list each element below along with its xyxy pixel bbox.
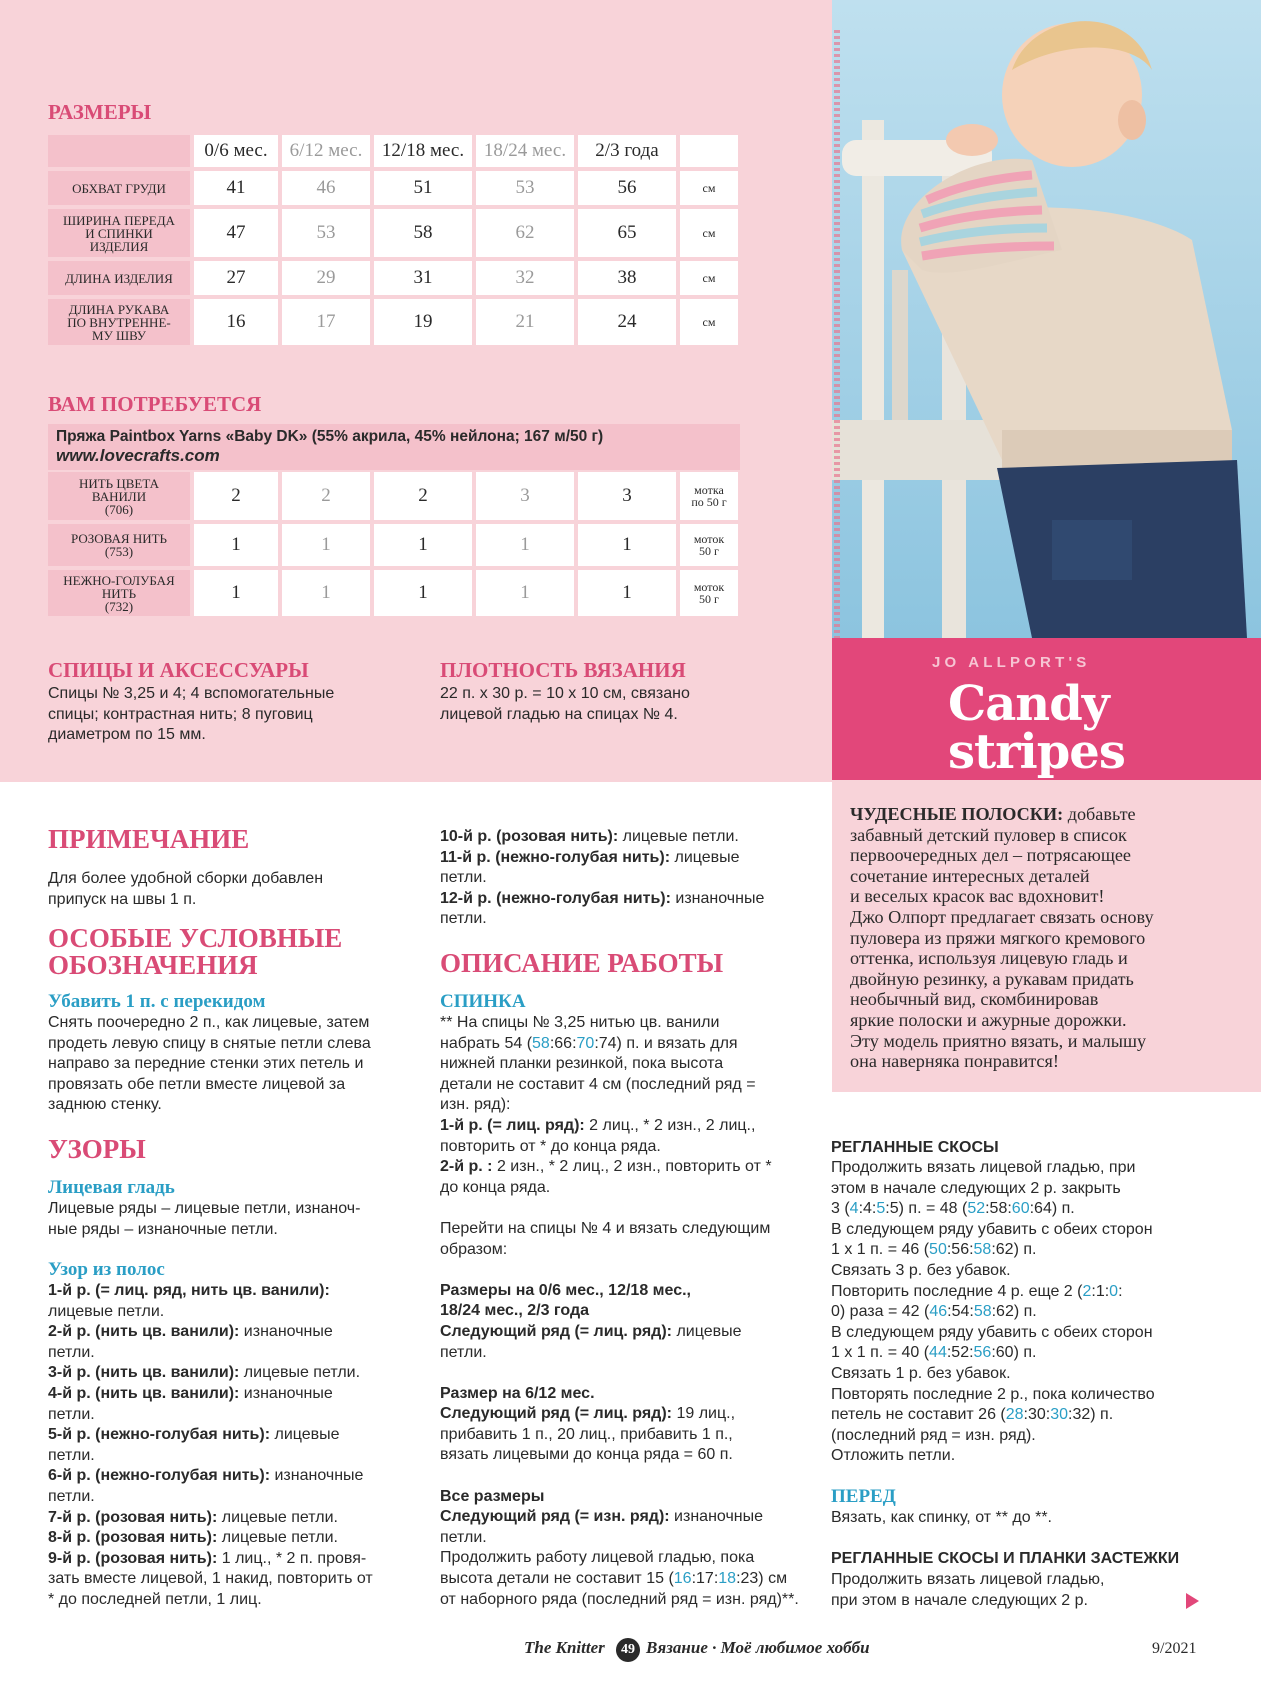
- stripes-continued: 10-й р. (розовая нить): лицевые петли. 11-й р. (нежно-голубая нить): лицевые петли. 12-й р. (нежно-голубая нить): изнаночные петли.: [440, 828, 765, 928]
- table-cell: 1: [578, 570, 676, 616]
- work-heading: ОПИСАНИЕ РАБОТЫ: [440, 948, 724, 978]
- needles-text: Спицы № 3,25 и 4; 4 вспомогательные спицы; контрастная нить; 8 пуговиц диаметром по 15 мм.: [48, 685, 335, 744]
- intro-line: и веселых красок вас вдохновит!: [850, 886, 1105, 907]
- row-label: ДЛИНА РУКАВА ПО ВНУТРЕННЕ- МУ ШВУ: [48, 299, 190, 345]
- intro-text: [832, 780, 1261, 1092]
- table-row: [48, 171, 738, 205]
- row-label: ОБХВАТ ГРУДИ: [48, 171, 190, 205]
- table-cell: 32: [476, 261, 574, 295]
- table-cell: 21: [476, 299, 574, 345]
- size-col-header: 6/12 мес.: [282, 135, 370, 167]
- intro-line: пуловера из пряжи мягкого кремового: [850, 927, 1146, 948]
- sizes-heading: РАЗМЕРЫ: [48, 100, 152, 124]
- table-cell: 1: [374, 570, 472, 616]
- table-cell: 46: [282, 171, 370, 205]
- size-col-header: 0/6 мес.: [194, 135, 278, 167]
- pattern-title-line1: Candy: [948, 676, 1109, 732]
- stripes-subheading: Узор из полос: [48, 1259, 165, 1280]
- note-text: Для более удобной сборки добавлен припуск на швы 1 п.: [48, 870, 324, 908]
- gauge-heading: ПЛОТНОСТЬ ВЯЗАНИЯ: [440, 658, 686, 682]
- raglan-placket-heading: РЕГЛАННЫЕ СКОСЫ И ПЛАНКИ ЗАСТЕЖКИ: [831, 1550, 1180, 1567]
- intro-line: яркие полоски и ажурные дорожки.: [850, 1009, 1127, 1030]
- table-row: [48, 299, 738, 345]
- table-cell: 1: [194, 570, 278, 616]
- table-cell: 56: [578, 171, 676, 205]
- table-row: [48, 472, 738, 520]
- table-cell: 1: [194, 524, 278, 566]
- table-row: [48, 570, 738, 616]
- raglan-heading: РЕГЛАННЫЕ СКОСЫ: [831, 1139, 999, 1156]
- unit-col-header: [680, 135, 738, 167]
- table-cell: 27: [194, 261, 278, 295]
- table-cell: 2: [374, 472, 472, 520]
- row-label: РОЗОВАЯ НИТЬ (753): [48, 524, 190, 566]
- table-cell: 53: [282, 209, 370, 257]
- intro-lead: ЧУДЕСНЫЕ ПОЛОСКИ:: [850, 804, 1064, 824]
- decrease-text: Снять поочередно 2 п., как лицевые, затем продеть левую спицу в снятые петли слева направо за передние стенки этих петель и провязать обе петли вместе лицевой за заднюю стенку.: [48, 1014, 371, 1114]
- issue-number: 9/2021: [1152, 1640, 1197, 1657]
- row-label: ДЛИНА ИЗДЕЛИЯ: [48, 261, 190, 295]
- intro-line: добавьте: [1063, 804, 1136, 824]
- size-col-header: 12/18 мес.: [374, 135, 472, 167]
- unit-cell: мотка по 50 г: [680, 472, 738, 520]
- special-heading: ОСОБЫЕ УСЛОВНЫЕ ОБОЗНАЧЕНИЯ: [48, 923, 343, 980]
- table-cell: 53: [476, 171, 574, 205]
- back-subheading: СПИНКА: [440, 991, 526, 1012]
- yarn-url-link[interactable]: www.lovecrafts.com: [56, 446, 220, 465]
- table-cell: 51: [374, 171, 472, 205]
- yarn-table: [44, 468, 742, 620]
- table-cell: 16: [194, 299, 278, 345]
- stockinette-subheading: Лицевая гладь: [48, 1177, 175, 1198]
- intro-line: Эту модель приятно вязать, и малышу: [850, 1030, 1147, 1051]
- baby-photo: [832, 0, 1261, 638]
- table-cell: 1: [578, 524, 676, 566]
- table-cell: 1: [282, 524, 370, 566]
- table-cell: 2: [194, 472, 278, 520]
- table-cell: 3: [476, 472, 574, 520]
- table-cell: 65: [578, 209, 676, 257]
- yarn-info: Пряжа Paintbox Yarns «Baby DK» (55% акрила, 45% нейлона; 167 м/50 г) www.lovecrafts.com: [48, 424, 740, 470]
- table-cell: 1: [282, 570, 370, 616]
- table-cell: 58: [374, 209, 472, 257]
- magazine-subtitle: Вязание · Моё любимое хобби: [646, 1638, 870, 1657]
- unit-cell: моток 50 г: [680, 570, 738, 616]
- unit-cell: моток 50 г: [680, 524, 738, 566]
- materials-heading: ВАМ ПОТРЕБУЕТСЯ: [48, 392, 262, 416]
- table-cell: 2: [282, 472, 370, 520]
- intro-line: необычный вид, скомбинировав: [850, 989, 1099, 1010]
- unit-cell: см: [680, 209, 738, 257]
- needles-heading: СПИЦЫ И АКСЕССУАРЫ: [48, 658, 309, 682]
- raglan-placket-text: Продолжить вязать лицевой гладью, при этом в начале следующих 2 р.: [831, 1571, 1105, 1609]
- table-cell: 62: [476, 209, 574, 257]
- table-row: [48, 524, 738, 566]
- magazine-name: The Knitter: [524, 1638, 605, 1657]
- front-text: Вязать, как спинку, от ** до **.: [831, 1509, 1052, 1526]
- triangle-right-icon: [1186, 1593, 1199, 1609]
- row-label: НИТЬ ЦВЕТА ВАНИЛИ (706): [48, 472, 190, 520]
- table-cell: 17: [282, 299, 370, 345]
- table-cell: 19: [374, 299, 472, 345]
- table-cell: 1: [476, 524, 574, 566]
- size-col-header: 2/3 года: [578, 135, 676, 167]
- table-cell: 29: [282, 261, 370, 295]
- size-col-header: 18/24 мес.: [476, 135, 574, 167]
- intro-line: оттенка, используя лицевую гладь и: [850, 948, 1128, 969]
- intro-line: забавный детский пуловер в список: [850, 824, 1127, 845]
- table-cell: 24: [578, 299, 676, 345]
- sizes-table: [44, 131, 742, 349]
- intro-line: первоочередных дел – потрясающее: [850, 845, 1131, 866]
- front-subheading: ПЕРЕД: [831, 1486, 896, 1507]
- raglan-text: Продолжить вязать лицевой гладью, при этом в начале следующих 2 р. закрыть 3 (4:4:5:5) п. = 48 (52:58:60:64) п. В следующем ряду убавить с обеих сторон 1 х 1 п. = 46 (50:56:58:62) п. Связать 3 р. без убавок. Повторить последние 4 р. еще 2 (2:1:0: 0) раза = 42 (46:54:58:62) п. В следующем ряду убавить с обеих сторон 1 х 1 п. = 40 (44:52:56:60) п. Связать 1 р. без убавок. Повторять последние 2 р., пока количество петель не составит 26 (28:30:30:32) п. (последний ряд = изн. ряд). Отложить петли.: [831, 1159, 1155, 1465]
- table-cell: 1: [374, 524, 472, 566]
- unit-cell: см: [680, 299, 738, 345]
- table-row: [48, 209, 738, 257]
- row-label: НЕЖНО-ГОЛУБАЯ НИТЬ (732): [48, 570, 190, 616]
- table-corner: [48, 135, 190, 167]
- table-row: [48, 261, 738, 295]
- author-byline: JO ALLPORT'S: [932, 654, 1091, 671]
- patterns-heading: УЗОРЫ: [48, 1134, 146, 1164]
- table-cell: 1: [476, 570, 574, 616]
- back-text: ** На спицы № 3,25 нитью цв. ванили набрать 54 (58:66:70:74) п. и вязать для нижней планки резинкой, пока высота детали не составит 4 см (последний ряд = изн. ряд): 1-й р. (= лиц. ряд): 2 лиц., * 2 изн., 2 лиц., повторить от * до конца ряда. 2-й р. : 2 изн., * 2 лиц., 2 изн., повторить от * до конца ряда. Перейти на спицы № 4 и вязать следующим образом: Размеры на 0/6 мес., 12/18 мес., 18/24 мес., 2/3 года Следующий ряд (= лиц. ряд): лицевые петли. Размер на 6/12 мес. Следующий ряд (= лиц. ряд): 19 лиц., прибавить 1 п., 20 лиц., прибавить 1 п., вязать лицевыми до конца ряда = 60 п. Все размеры Следующий ряд (= изн. ряд): изнаночные петли. Продолжить работу лицевой гладью, пока высота детали не составит 15 (16:17:18:23) см от наборного ряда (последний ряд = изн. ряд)**.: [440, 1014, 799, 1608]
- unit-cell: см: [680, 171, 738, 205]
- intro-line: Джо Олпорт предлагает связать основу: [850, 906, 1154, 927]
- table-cell: 38: [578, 261, 676, 295]
- intro-line: двойную резинку, а рукавам придать: [850, 968, 1134, 989]
- stockinette-text: Лицевые ряды – лицевые петли, изнаноч- ные ряды – изнаночные петли.: [48, 1200, 361, 1238]
- row-label: ШИРИНА ПЕРЕДА И СПИНКИ ИЗДЕЛИЯ: [48, 209, 190, 257]
- decrease-subheading: Убавить 1 п. с перекидом: [48, 991, 266, 1012]
- stripes-text: 1-й р. (= лиц. ряд, нить цв. ванили): лицевые петли. 2-й р. (нить цв. ванили): изнаночные петли. 3-й р. (нить цв. ванили): лицевые петли. 4-й р. (нить цв. ванили): изнаночные петли. 5-й р. (нежно-голубая нить): лицевые петли. 6-й р. (нежно-голубая нить): изнаночные петли. 7-й р. (розовая нить): лицевые петли. 8-й р. (розовая нить): лицевые петли. 9-й р. (розовая нить): 1 лиц., * 2 п. провя- зать вместе лицевой, 1 накид, повторить от * до последней петли, 1 лиц.: [48, 1282, 373, 1608]
- intro-line: сочетание интересных деталей: [850, 865, 1090, 886]
- unit-cell: см: [680, 261, 738, 295]
- pattern-title-line2: stripes: [948, 724, 1125, 780]
- table-cell: 3: [578, 472, 676, 520]
- intro-line: она наверняка понравится!: [850, 1051, 1059, 1072]
- table-cell: 47: [194, 209, 278, 257]
- table-cell: 31: [374, 261, 472, 295]
- table-cell: 41: [194, 171, 278, 205]
- note-heading: ПРИМЕЧАНИЕ: [48, 824, 250, 854]
- page-number: 49: [616, 1638, 640, 1662]
- gauge-text: 22 п. х 30 р. = 10 х 10 см, связано лицевой гладью на спицах № 4.: [440, 685, 690, 723]
